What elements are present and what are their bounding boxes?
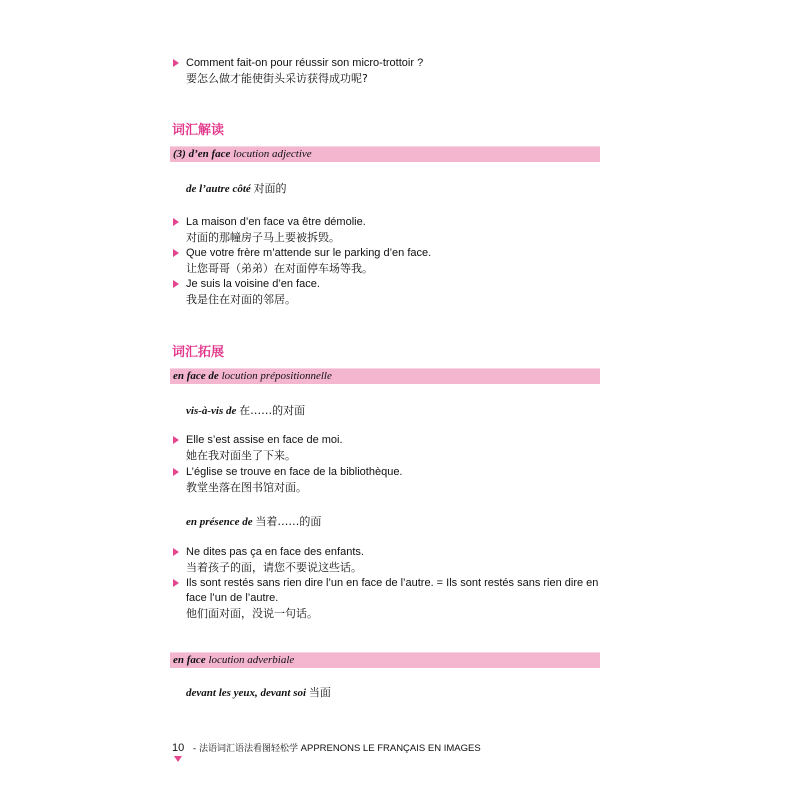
series-title-zh: - 法语词汇语法看图轻松学 <box>192 744 298 754</box>
example-zh: 对面的那幢房子马上要被拆毁。 <box>186 231 340 244</box>
example-fr: Elle s’est assise en face de moi. <box>186 433 343 448</box>
term-band-3 <box>170 652 600 668</box>
synonym-2: vis-à-vis de 在……的对面 <box>186 404 306 417</box>
footer-triangle-icon <box>174 756 182 762</box>
term-band-2-type: locution prépositionnelle <box>221 370 332 382</box>
example-fr: Ne dites pas ça en face des enfants. <box>186 545 364 560</box>
example-zh: 他们面对面，没说一句话。 <box>186 607 318 620</box>
bullet-triangle-icon <box>173 218 179 226</box>
term-band-2-term: en face de <box>173 370 219 382</box>
example-fr: Je suis la voisine d’en face. <box>186 277 320 292</box>
page-footer <box>172 741 481 754</box>
section-heading-vocab-extend: 词汇拓展 <box>172 345 225 360</box>
bullet-triangle-icon <box>173 59 179 67</box>
example-fr-continued: face l’un de l’autre. <box>186 592 279 604</box>
term-band-1-type: locution adjective <box>233 148 312 160</box>
example-fr: Ils sont restés sans rien dire l’un en face de l’autre. = Ils sont restés sans rien dire en <box>186 576 598 591</box>
bullet-triangle-icon <box>173 548 179 556</box>
bullet-triangle-icon <box>173 280 179 288</box>
section-heading-vocab-explain: 词汇解读 <box>172 123 225 138</box>
term-band-1-term: (3) d’en face <box>173 148 231 160</box>
bullet-triangle-icon <box>173 468 179 476</box>
bullet-triangle-icon <box>173 579 179 587</box>
example-fr: L’église se trouve en face de la bibliothèque. <box>186 465 403 480</box>
example-fr: Que votre frère m’attende sur le parking d’en face. <box>186 246 431 261</box>
synonym-4: devant les yeux, devant soi 当面 <box>186 686 331 699</box>
bullet-triangle-icon <box>173 249 179 257</box>
example-zh: 我是住在对面的邻居。 <box>186 293 296 306</box>
term-band-3-term: en face <box>173 654 206 666</box>
term-band-2 <box>170 368 600 384</box>
example-zh: 当着孩子的面，请您不要说这些话。 <box>186 561 362 574</box>
example-zh: 她在我对面坐了下来。 <box>186 449 296 462</box>
term-band-3-type: locution adverbiale <box>208 654 295 666</box>
synonym-1: de l’autre côté 对面的 <box>186 182 287 195</box>
term-band-1 <box>170 146 600 162</box>
bullet-triangle-icon <box>173 436 179 444</box>
page-number: 10 <box>172 742 185 754</box>
example-fr: La maison d’en face va être démolie. <box>186 215 366 230</box>
synonym-3: en présence de 当着……的面 <box>186 515 322 528</box>
intro-question-zh: 要怎么做才能使街头采访获得成功呢? <box>186 72 368 85</box>
example-zh: 教堂坐落在图书馆对面。 <box>186 481 307 494</box>
intro-question-fr: Comment fait-on pour réussir son micro-trottoir ? <box>186 56 423 71</box>
series-title-fr: APPRENONS LE FRANÇAIS EN IMAGES <box>300 743 481 754</box>
example-zh: 让您哥哥（弟弟）在对面停车场等我。 <box>186 262 373 275</box>
